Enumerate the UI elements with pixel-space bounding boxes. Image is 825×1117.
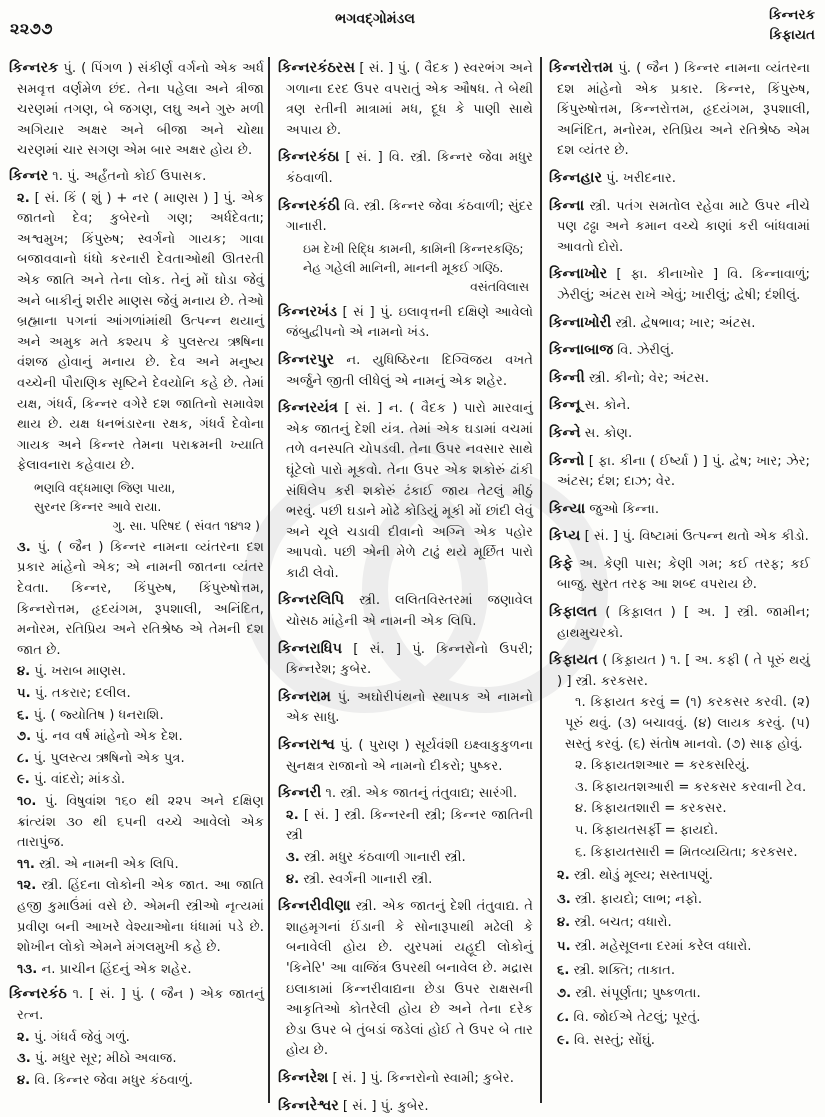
sense [548,1031,810,1052]
sense-number: ૪. [286,871,300,887]
dictionary-entry [277,398,533,584]
definition: પું. ( પિંગળ ) સંકીર્ણ વર્ગનો એક અર્ધ સમવૃત્ત વર્ણમેળ છંદ. તેના પહેલા અને ત્રીજા ચરણમાં તગણ, બે જગણ, લઘુ અને ગુરુ મળી અગિયાર અક્ષર અને બીજા અને ચોથા ચરણમાં ચાર સગણ એમ બાર અક્ષર હોય છે. [17,61,264,159]
dictionary-entry [277,639,533,681]
definition: [ ફા. કીનાખોર ] વિ. કિન્નાવાળું; ઝેરીલું; અંટસ રાખે એવું; ખારીલું; દ્વેષી; દંશીલું. [557,267,810,303]
headword: કિન્નરખંડ [278,303,337,320]
guide-word-last: કિફાયત [769,27,815,43]
phrase-subentry [548,799,810,820]
headword: કિન્નો [549,452,585,469]
sense-text: પું. નવ વર્ષ માંહેનો એક દેશ. [35,729,183,745]
headword: કિન્નરોત્તમ [549,60,614,76]
definition: પું. ( જૈન ) કિન્નર નામના વ્યંતરના દશ માંહેનો એક પ્રકાર. કિન્નર, કિંપુરુષ, કિંપુરુષોત્તમ, કિન્નરોત્તમ, હૃદયંગમ, રૂપશાલી, અનિંદિત, મનોરમ, રતિપ્રિય અને રતિશ્રેષ્ઠ એમ દશ વ્યંતર છે. [557,61,810,159]
headword: કિન્નરેશ્વર [278,1097,339,1114]
headword: કિન્નરેશ [278,1069,329,1086]
definition: વિ. ઝેરીલું. [617,343,675,359]
definition: [ સં. ] પું. વિષ્ટામાં ઉત્પન્ન થતો એક કીડો. [584,529,809,545]
sense [548,984,810,1005]
dictionary-entry [548,602,810,644]
book-title: ભગવદ્ગોમંડલ [335,11,415,27]
sense [8,749,264,770]
sense-number: ૫. [17,686,31,702]
headword: કિન્નરી [278,785,322,802]
dictionary-entry [548,526,810,548]
sense-text: [ સં. કિં ( શું ) + નર ( માણસ ) ] પું. એક જાતનો દેવ; કુબેરનો ગણ; અર્ધદેવતા; અશ્વમુખ; કિંપુરુષ; સ્વર્ગનો ગાયક; ગાવા બજાવવાનો ધંધો કરનારી દેવતાઓથી ઊતરતી એક જાતિ અને તેના લોક. તેનું મોં ઘોડા જેવું અને બાકીનું શરીર માણસ જેવું મનાય છે. તેઓ બ્રહ્માના પગનાં આંગળાંમાંથી ઉત્પન્ન થયાનું અને અમુક મતે કશ્યપ કે પુલસ્ત્ય ઋષિના વંશજ હોવાનું મનાય છે. દેવ અને મનુષ્ય વચ્ચેની પૌરાણિક સૃષ્ટિને દેવયોનિ કહે છે. તેમાં યક્ષ, ગંધર્વ, કિન્નર વગેરે દશ જાતિનો સમાવેશ થાય છે. યક્ષ ધનભંડારના રક્ષક, ગંધર્વ દેવોના ગાયક અને કિન્નર તેમના પરાક્રમની ખ્યાતિ ફેલાવનારા કહેવાય છે. [17,190,264,474]
definition: જુઓ કિન્ના. [589,501,660,517]
sense [8,538,264,662]
dictionary-entry [548,650,810,692]
dictionary-entry [548,423,810,445]
sense-number: ૫. [557,938,571,954]
definition: સ. કોને. [584,398,631,414]
quotation [8,478,264,535]
sense-number: ૩. [286,850,300,865]
sense [8,960,264,981]
guide-word-first: કિન્નરક [769,7,815,23]
sense-number: ૭. [557,986,572,1002]
sense-number: ૬. [17,707,30,723]
sense [8,684,264,705]
sense-text: પું. પુલસ્ત્ય ઋષિનો એક પુત્ર. [33,750,185,766]
definition: [ સં ] પું. ઇલાવૃત્તની દક્ષિણે આવેલો જંબુદ્વીપનો એ નામનો ખંડ. [286,304,533,341]
sense-number: ૯. [17,772,30,788]
column-1 [8,58,264,1091]
headword: કિન્નાખોર [549,266,608,283]
definition: [ સં. ] પું. કુબેર. [342,1098,429,1114]
sense-text: સ્ત્રી. હિંદના લોકોની એક જાત. આ જાતિ હજી કુમાઉંમાં વસે છે. એમની સ્ત્રીઓ નૃત્યમાં પ્રવીણ બની આખરે વેશ્યાઓના ધંધામાં પડે છે. શોખીન લોકો એમને મંગલમુખી કહે છે. [17,878,264,956]
sense-text: સ્ત્રી. સંપૂર્ણતા; પુષ્કળતા. [575,986,701,1002]
dictionary-entry [548,58,810,162]
phrase-subentry [548,843,810,864]
sense-text: પું. મધુર સૂર; મીઠો અવાજ. [35,1051,177,1067]
dictionary-entry [8,58,264,162]
sense-number: ૮. [17,750,30,766]
sense-text: પું. ( જૈન ) કિન્નર નામના વ્યંતરના દશ પ્રકાર માંહેનો એક; એ નામની જાતના વ્યંતર દેવતા. કિન્નર, કિંપુરુષ, કિંપુરુષોત્તમ, કિન્નરોત્તમ, હૃદયંગમ, રૂપશાલી, અનિંદિત, મનોરમ, રતિપ્રિય અને રતિશ્રેષ્ઠ એ તેમની દશ જાત છે. [17,539,264,658]
quotation [277,239,533,296]
headword: કિન્ના [549,197,585,214]
dictionary-entry [277,590,533,632]
phrase-text: કિફાયતશઆરી = કરકસર કરવાની ટેવ. [592,779,807,795]
dictionary-entry [548,451,810,493]
headword: કિન્નરક [9,60,59,76]
headword: કિન્નરકંઠ [9,986,67,1003]
definition: સ્ત્રી. કીનો; વેર; અંટસ. [588,370,710,386]
definition: પું. અઘોરીપંથનો સ્થાપક એ નામનો એક સાધુ. [286,689,533,726]
phrase-subentry [548,693,810,755]
definition: ૧. પું. અર્હંતનો કોઈ ઉપાસક. [52,168,207,184]
phrase-number: ૩. [575,779,588,795]
definition: ૧. [ સં. ] પું. ( જૈન ) એક જાતનું રત્ન. [17,987,264,1023]
dictionary-entry [277,302,533,344]
page-number: ૨૨૭૭ [10,19,54,38]
sense-text: વિ. સસ્તું; સોંઘું. [574,1033,655,1049]
sense-text: [ સં. ] સ્ત્રી. કિન્નરની સ્ત્રી; કિન્નર જાતિની સ્ત્રી [286,807,533,844]
definition: ૧. સ્ત્રી. એક જાતનું તંતુવાદ્ય; સારંગી. [325,786,518,802]
sense-text: પું. વાંદરો; માંકડો. [34,772,126,788]
headword: કિફાયત [549,652,598,669]
sense-text: વિ. કિન્નર જેવા મધુર કંઠવાળું. [34,1072,193,1088]
definition: સ્ત્રી. પતંગ સમતોલ રહેવા માટે ઉપર નીચે પણ ઢઢ્ઢા અને કમાન વચ્ચે કાણાં કરી બાંધવામાં આવતો દોરો. [557,198,810,255]
sense-text: વિ. જોઈએ તેટલું; પૂરતું. [573,1009,701,1025]
dictionary-entry [548,368,810,390]
dictionary-entry [277,147,533,189]
definition: [ ફા. કીના ( ઈર્ષ્યા ) ] પું. દ્વેષ; ખાર; ઝેર; અંટસ; દંશ; દાઝ; વેર. [557,453,810,490]
dictionary-entry [548,196,810,259]
quote-source: ગુ. સા. પરિષદ ( સંવત ૧૪૧૨ ) [112,517,260,533]
sense [8,189,264,477]
dictionary-entry [277,58,533,141]
dictionary-entry [548,499,810,521]
headword: કિન્નરાધિપ [278,640,343,657]
sense-text: સ્ત્રી. શક્તિ; તાકાત. [573,962,676,978]
sense-number: ૮. [557,1009,570,1025]
sense-text: સ્ત્રી. મધુર કંઠવાળી ગાનારી સ્ત્રી. [304,850,466,865]
sense-number: ૩. [17,539,31,555]
dictionary-entry [8,166,264,188]
sense-text: ન. પ્રાચીન હિંદનું એક શહેર. [41,961,192,977]
sense-number: ૧૨. [17,878,37,894]
dictionary-entry [548,168,810,190]
quote-source: વસંતવિલાસ [470,278,529,294]
headword: કિન્ને [549,424,581,441]
headword: કિન્નર [9,167,49,184]
definition: સ્ત્રી. દ્વેષભાવ; ખાર; અંટસ. [615,315,756,331]
definition: પું. ખરીદનાર. [606,170,676,186]
headword: કિન્નરામ [278,688,331,705]
dictionary-entry [277,350,533,392]
sense [548,890,810,911]
sense [8,770,264,791]
sense-number: ૨. [17,1029,30,1045]
sense-number: ૧૧. [17,856,35,872]
phrase-number: ૧. [575,695,586,711]
sense-text: સ્ત્રી. મહેસૂલના દરમાં કરેલ વધારો. [574,938,752,954]
sense-number: ૨. [557,868,570,884]
phrase-subentry [548,756,810,777]
dictionary-entry [548,395,810,417]
quote-line: સુરનર કિન્નર આવે રાયા. [34,498,162,514]
sense-text: સ્ત્રી. એ નામની એક લિપિ. [39,856,179,872]
definition: સ. કોણ. [584,425,633,441]
quote-line: નેહ ગહેલી માનિની, માનની મૂકઈ ગણ્ઠિ. [303,259,504,275]
definition: સ્ત્રી. લલિતવિસ્તરમાં જણાવેલ ચોસઠ માંહેની એ નામની એક લિપિ. [286,593,533,630]
dictionary-entry [548,313,810,335]
headword: કિન્નાખોરી [549,314,612,331]
definition: [ સં. ] ન. ( વૈદક ) પારો મારવાનું એક જાતનું દેશી યંત્ર. તેમાં એક ઘડામાં વચમાં તળે વનસ્પતિ ચોપડવી. તેના ઉપર નવસાર સાથે ઘૂંટેલો પારો મૂકવો. તેના ઉપર એક શકોરું ઢાંકી સંધિલેપ કરી શકોરું ઢંકાઈ જાય તેટલું મીઠું ભરવું. પછી ઘડાને મોઢે કોડિયું મૂકી મોં છાંદી લેવું અને ચૂલે ચડાવી દીવાનો અગ્નિ એક પહોર આપવો. પછી એની મેળે ટાઢું થયે મૂર્છિત પારો કાઢી લેવો. [286,401,533,581]
sense-text: સ્ત્રી. ફાયદો; લાભ; નફો. [575,891,703,907]
sense-text: પું. તકરાર; દલીલ. [34,686,131,702]
headword: કિન્નરકંઠા [278,149,340,166]
sense-text: પું. વિષુવાંશ ૧૬૦ થી ૨૨૫ અને દક્ષિણ ક્રાંત્યંશ ૩૦ થી ૬૫ની વચ્ચે આવેલો એક તારાપુંજ. [17,794,264,851]
dictionary-entry [277,735,533,777]
definition: [ સં. ] પું. કિન્નરોનો સ્વામી; કુબેર. [332,1070,514,1086]
dictionary-entry [277,783,533,805]
sense [277,848,533,869]
definition: [ સં. ] પું. ( વૈદક ) સ્વરભંગ અને ગળાના દરદ ઉપર વપરાતું એક ઔષધ. તે બેથી ત્રણ રતીની માત્રામાં મધ, દૂધ કે પાણી સાથે અપાય છે. [286,61,533,138]
headword: કિન્નહાર [549,169,602,186]
headword: કિન્નૂ [549,397,581,414]
dictionary-entry [277,196,533,238]
headword: કિન્નરકંઠરસ [278,60,355,76]
sense-number: ૬. [557,962,570,978]
sense-number: ૨. [286,807,299,823]
sense-number: ૪. [17,664,31,680]
sense [8,727,264,748]
dictionary-entry [277,687,533,729]
sense [548,913,810,934]
sense [277,870,533,891]
dictionary-entry [277,1096,533,1117]
sense-text: સ્ત્રી. સ્વર્ગની ગાનારી સ્ત્રી. [303,871,433,887]
headword: કિન્નરાશ્વ [278,737,335,754]
definition: વિ. સ્ત્રી. કિન્નર જેવા કંઠવાળી; સુંદર ગાનારી. [286,198,533,235]
quote-line: ભણવિ વદ્ધમાણ જિણ પાયા, [34,479,176,495]
definition: [ સં. ] પું. કિન્નરોનો ઉપરી; કિન્નરેશ; કુબેર. [286,641,533,678]
column-divider [268,57,270,1103]
sense-text: સ્ત્રી. બચત; વધારો. [574,915,672,931]
sense [548,937,810,958]
column-3 [548,58,810,1052]
definition: ( કિફ઼ાયત ) ૧. [ અ. કફી ( તે પૂરું થયું ) ] સ્ત્રી. કરકસર. [557,653,810,689]
definition: અ. કેણી પાસ; કેણી ગમ; કઈ તરફ; કઈ બાજુ. સુરત તરફ આ શબ્દ વપરાય છે. [557,556,810,593]
headword: કિન્નરયંત્ર [278,400,338,417]
guide-words [769,5,815,45]
quote-line: ઇમ દેખી રિદ્ધિ કામની, કામિની કિન્નરકણ્ઠિ; [303,240,524,256]
phrase-text: કિફાયતસર્ફી = ફાયદો. [592,823,719,838]
sense-number: ૪. [557,915,571,931]
headword: કિફે [549,555,573,572]
dictionary-entry [548,340,810,362]
definition: સ્ત્રી. એક જાતનું દેશી તંતુવાદ્ય. તે શાહમૃગનાં ઈંડાની કે સોનારૂપાથી મઢેલી કે બનાવેલી હોય છે. યુરપમાં યહૂદી લોકોનું 'કિનેરિ' આ વાજિંત્ર ઉપરથી બનાવેલ છે. મદ્રાસ ઇલાકામાં કિન્નરીવાદ્યના છેડા ઉપર રાક્ષસની આકૃતિઓ કોતરેલી હોય છે અને તેના દરેક છેડા ઉપર બે તુંબડાં જડેલાં હોઈ તે ઉપર બે તાર હોય છે. [286,899,533,1059]
headword: કિન્નરીવીણા [278,898,351,915]
phrase-text: કિફાયત કરવું = (૧) કરકસર કરવી. (૨) પૂરું થવું. (૩) બચાવવું. (૪) લાયક કરવું. (૫) સસ્તું કરવું. (૬) સંતોષ માનવો. (૭) સાફ હોવું. [565,695,810,752]
sense [8,662,264,683]
definition: ( કિફ઼ાલત ) [ અ. ] સ્ત્રી. જામીન; હાથમુચરકો. [557,605,810,641]
dictionary-entry [548,554,810,596]
sense [8,1049,264,1070]
sense-number: ૭. [17,729,32,745]
sense [8,706,264,727]
headword: કિન્ની [549,369,585,386]
phrase-text: કિફાયતશારી = કરકસર. [591,801,727,817]
dictionary-entry [277,896,533,1062]
sense-text: સ્ત્રી. થોડું મૂલ્ય; સસ્તાપણું. [573,868,713,884]
column-divider [540,57,542,1103]
headword: કિન્નરલિપિ [278,592,345,609]
definition: [ સં. ] વિ. સ્ત્રી. કિન્નર જેવા મધુર કંઠવાળી. [286,150,533,186]
phrase-number: ૫. [575,823,588,838]
dictionary-entry [548,264,810,306]
sense-number: ૧૦. [17,794,37,809]
dictionary-entry [277,1068,533,1090]
headword: કિન્નરકંઠી [278,197,340,214]
definition: ન. યુધિષ્ઠિરના દિગ્વિજય વખતે અર્જુને જીતી લીધેલું એ નામનું એક શહેર. [286,352,533,389]
headword: કિફાલત [549,604,597,621]
dictionary-entry [8,984,264,1026]
sense [8,1028,264,1049]
definition: પું. ( પુરાણ ) સૂર્યવંશી ઇક્ષ્વાકુકુળના સુનક્ષત્ર રાજાનો એ નામનો દીકરો; પુષ્કર. [286,738,533,774]
sense-number: ૯. [557,1033,570,1049]
headword: કિન્નરપુર [278,351,334,368]
headword: કિન્નાબાજ [549,342,614,359]
sense-number: ૩. [557,891,571,907]
phrase-subentry [548,821,810,842]
sense-number: ૩. [17,1051,31,1067]
sense-text: પું. ( જ્યોતિષ ) ધનરાશિ. [33,707,164,723]
phrase-number: ૬. [575,844,587,860]
sense [548,1008,810,1029]
headword: કિન્યા [549,500,586,517]
sense [548,866,810,887]
sense [548,961,810,982]
sense [8,792,264,854]
headword: કિપ્ય [549,528,581,545]
sense-text: પું. ખરાબ માણસ. [34,664,126,680]
phrase-number: ૨. [575,758,587,774]
phrase-text: કિફાયતશઆર = કરકસરિયું. [591,758,750,774]
sense-number: ૧૩. [17,961,38,977]
sense [8,876,264,958]
phrase-subentry [548,778,810,799]
sense [277,806,533,847]
phrase-text: કિફાયતસારી = મિતવ્યયિતા; કરકસર. [590,844,798,860]
phrase-number: ૪. [575,801,588,817]
sense-number: ૪. [17,1072,31,1088]
sense [8,1071,264,1092]
sense [8,855,264,876]
sense-text: પું. ગંધર્વ જેવું ગળું. [33,1029,130,1045]
sense-number: ૨. [17,190,30,206]
column-2 [277,58,533,1117]
